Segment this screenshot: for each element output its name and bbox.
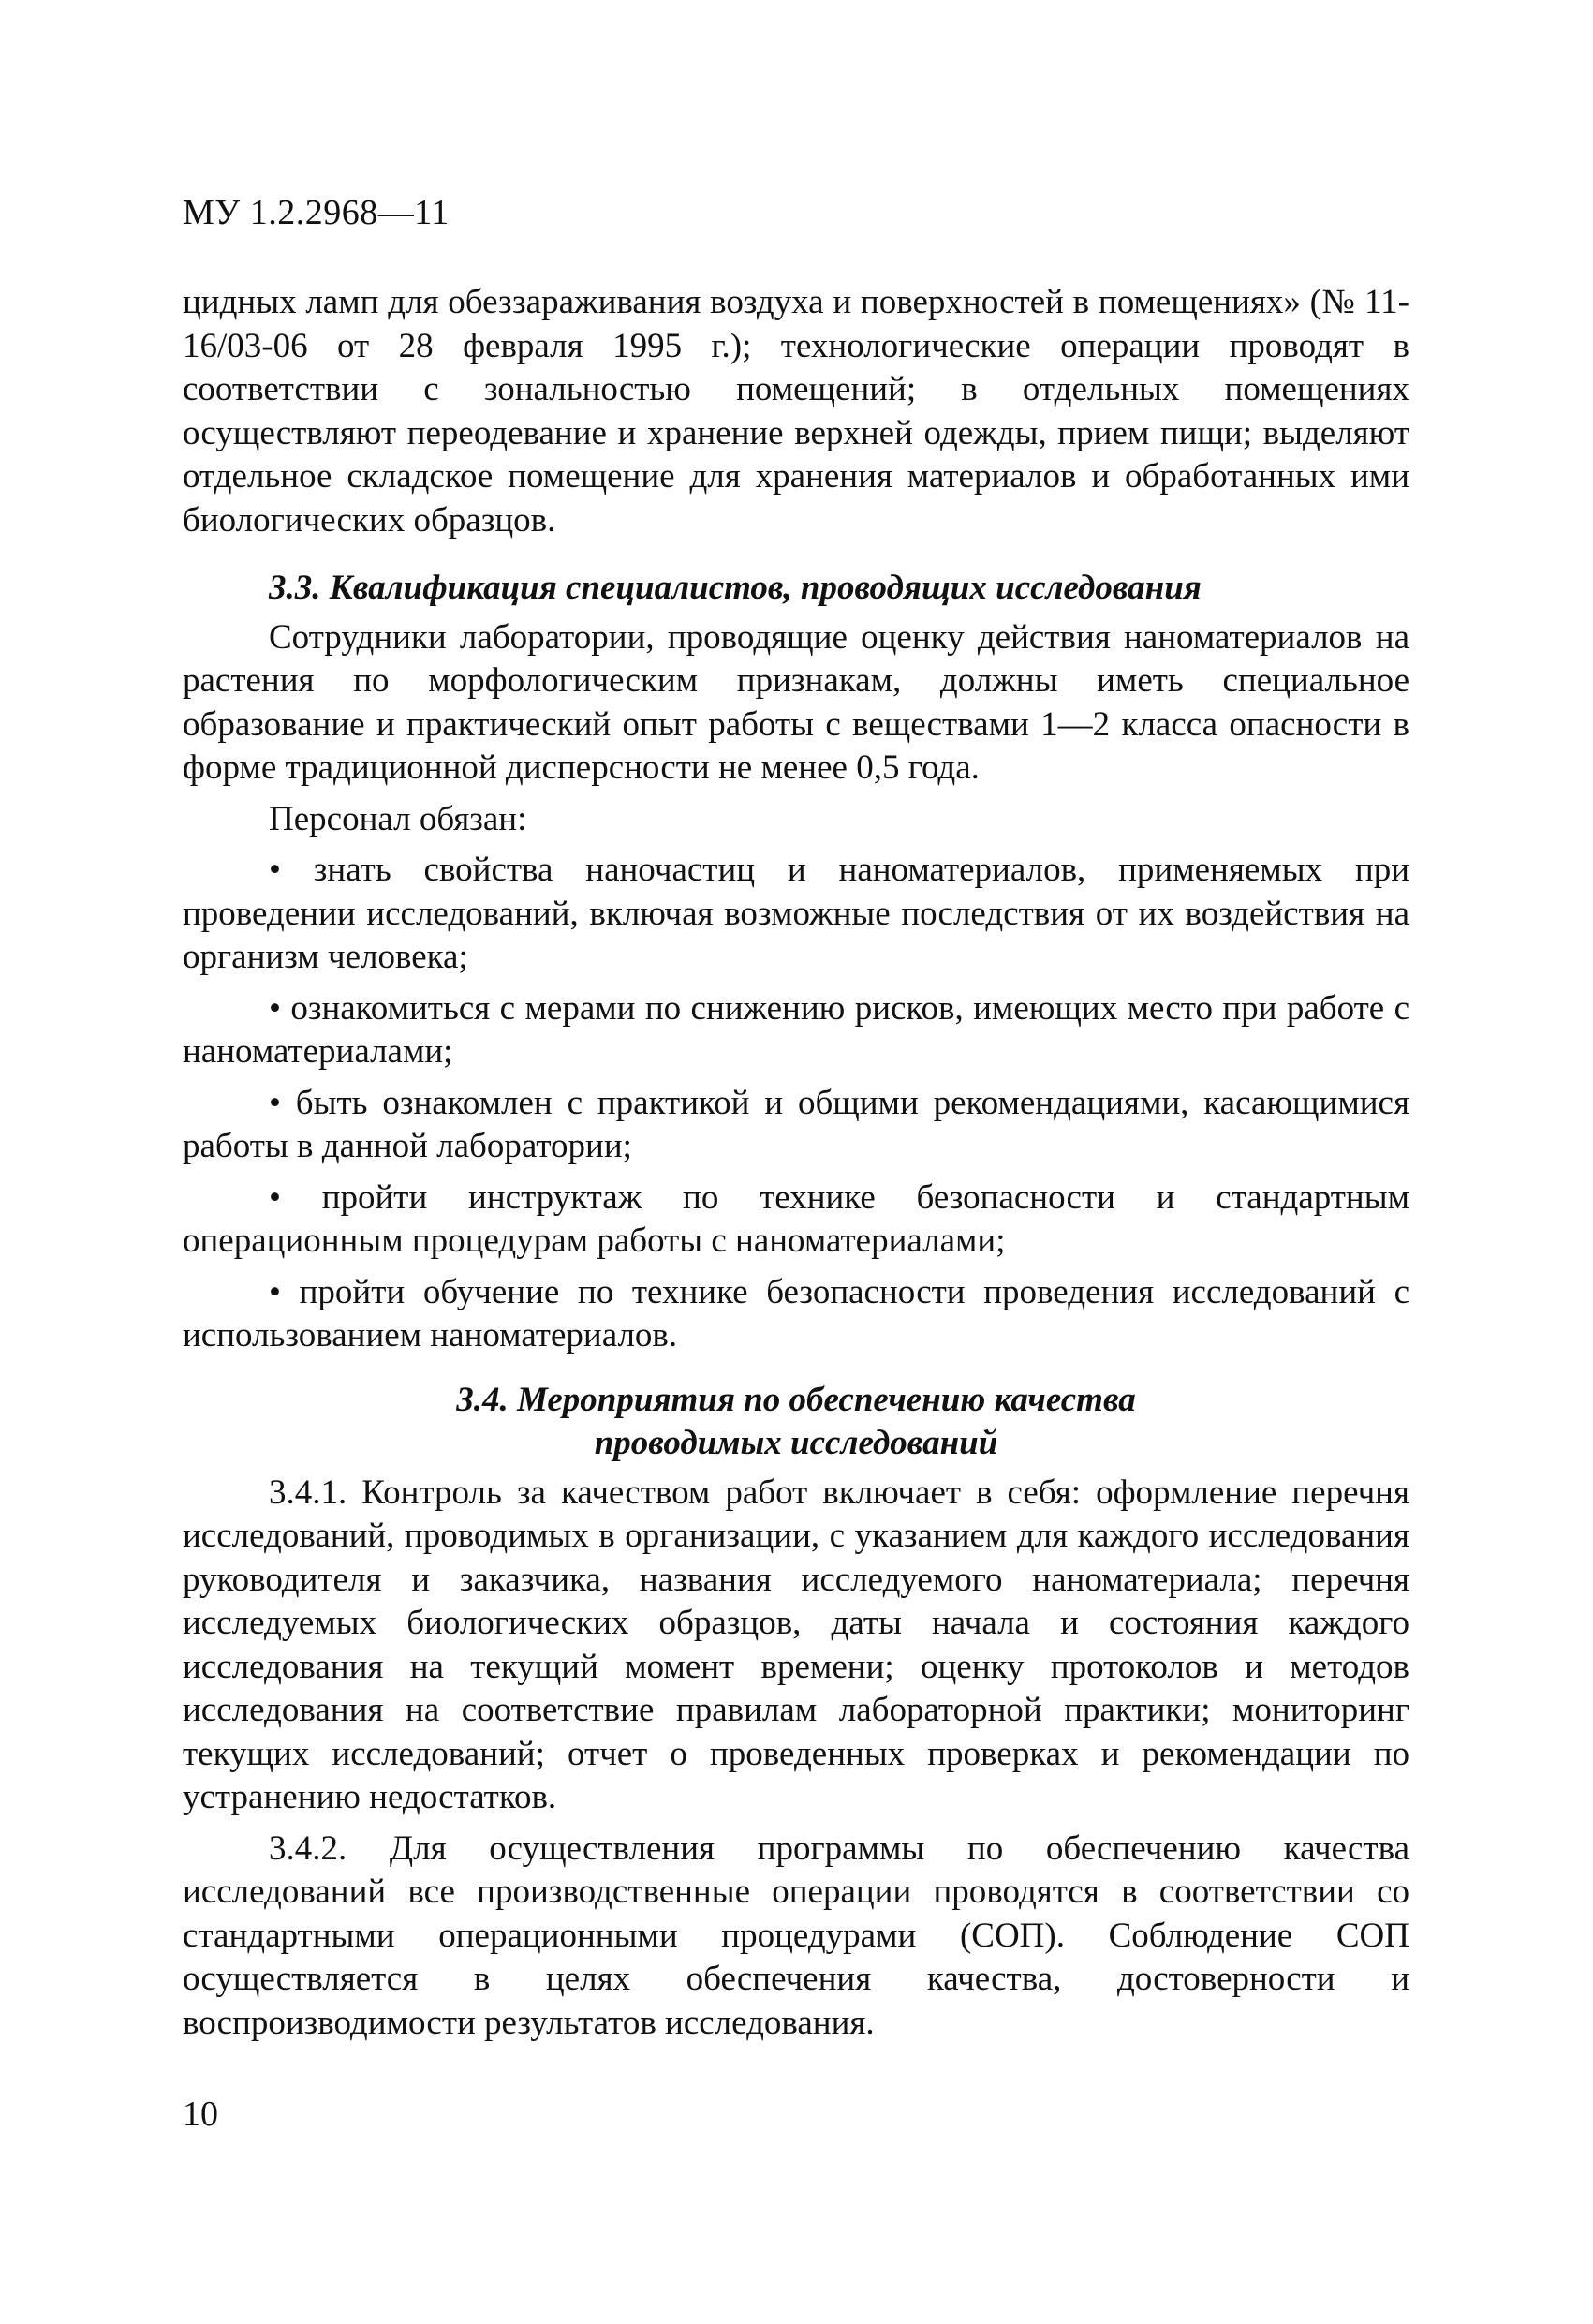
document-code: МУ 1.2.2968—11 (183, 193, 450, 232)
bullet-item: • быть ознакомлен с практикой и общими рекомендациями, касающимися работы в данной лаборатории; (183, 1083, 1409, 1165)
bullet-item: • знать свойства наночастиц и наноматериалов, применяемых при проведении исследований, включая возможные последствия от их воздействия на организм человека; (183, 851, 1409, 976)
section-3-3-heading (183, 567, 1409, 611)
section-3-4-heading-line-2: проводимых исследований (594, 1424, 998, 1462)
page-content (183, 281, 1409, 2045)
section-3-4-heading-line-1: 3.4. Мероприятия по обеспечению качества (456, 1380, 1136, 1419)
section-3-4-heading (183, 1379, 1409, 1466)
section-3-3-paragraph-1: Сотрудники лаборатории, проводящие оценку действия наноматериалов на растения по морфологическим признакам, должны иметь специальное образование и практический опыт работы с веществами 1—2 класса опасности в форме традиционной дисперсности не менее 0,5 года. (183, 617, 1409, 787)
bullet-item: • ознакомиться с мерами по снижению рисков, имеющих место при работе с наноматериалами; (183, 988, 1409, 1071)
section-3-3-paragraph-2: Персонал обязан: (269, 799, 527, 838)
page-number: 10 (183, 2095, 218, 2134)
bullet-item: • пройти инструктаж по технике безопасности и стандартным операционным процедурам работы с наноматериалами; (183, 1177, 1409, 1260)
intro-paragraph: цидных ламп для обеззараживания воздуха и поверхностей в помещениях» (№ 11-16/03-06 от 28 февраля 1995 г.); технологические операции проводят в соответствии с зональностью помещений; в отдельных помещениях осуществляют переодевание и хранение верхней одежды, прием пищи; выделяют отдельное складское помещение для хранения материалов и обработанных ими биологических образцов. (183, 283, 1409, 540)
section-3-4-1-paragraph: 3.4.1. Контроль за качеством работ включает в себя: оформление перечня исследований, проводимых в организации, с указанием для каждого исследования руководителя и заказчика, названия исследуемого наноматериала; перечня исследуемых биологических образцов, даты начала и состояния каждого исследования на текущий момент времени; оценку протоколов и методов исследования на соответствие правилам лабораторной практики; мониторинг текущих исследований; отчет о проведенных проверках и рекомендации по устранению недостатков. (183, 1473, 1409, 1816)
section-3-3-heading-text: 3.3. Квалификация специалистов, проводящих исследования (269, 569, 1202, 607)
section-3-4-2-paragraph: 3.4.2. Для осуществления программы по обеспечению качества исследований все производственные операции проводятся в соответствии со стандартными операционными процедурами (СОП). Соблюдение СОП осуществляется в целях обеспечения качества, достоверности и воспроизводимости результатов исследования. (183, 1828, 1409, 2042)
bullet-item: • пройти обучение по технике безопасности проведения исследований с использованием наноматериалов. (183, 1272, 1409, 1354)
